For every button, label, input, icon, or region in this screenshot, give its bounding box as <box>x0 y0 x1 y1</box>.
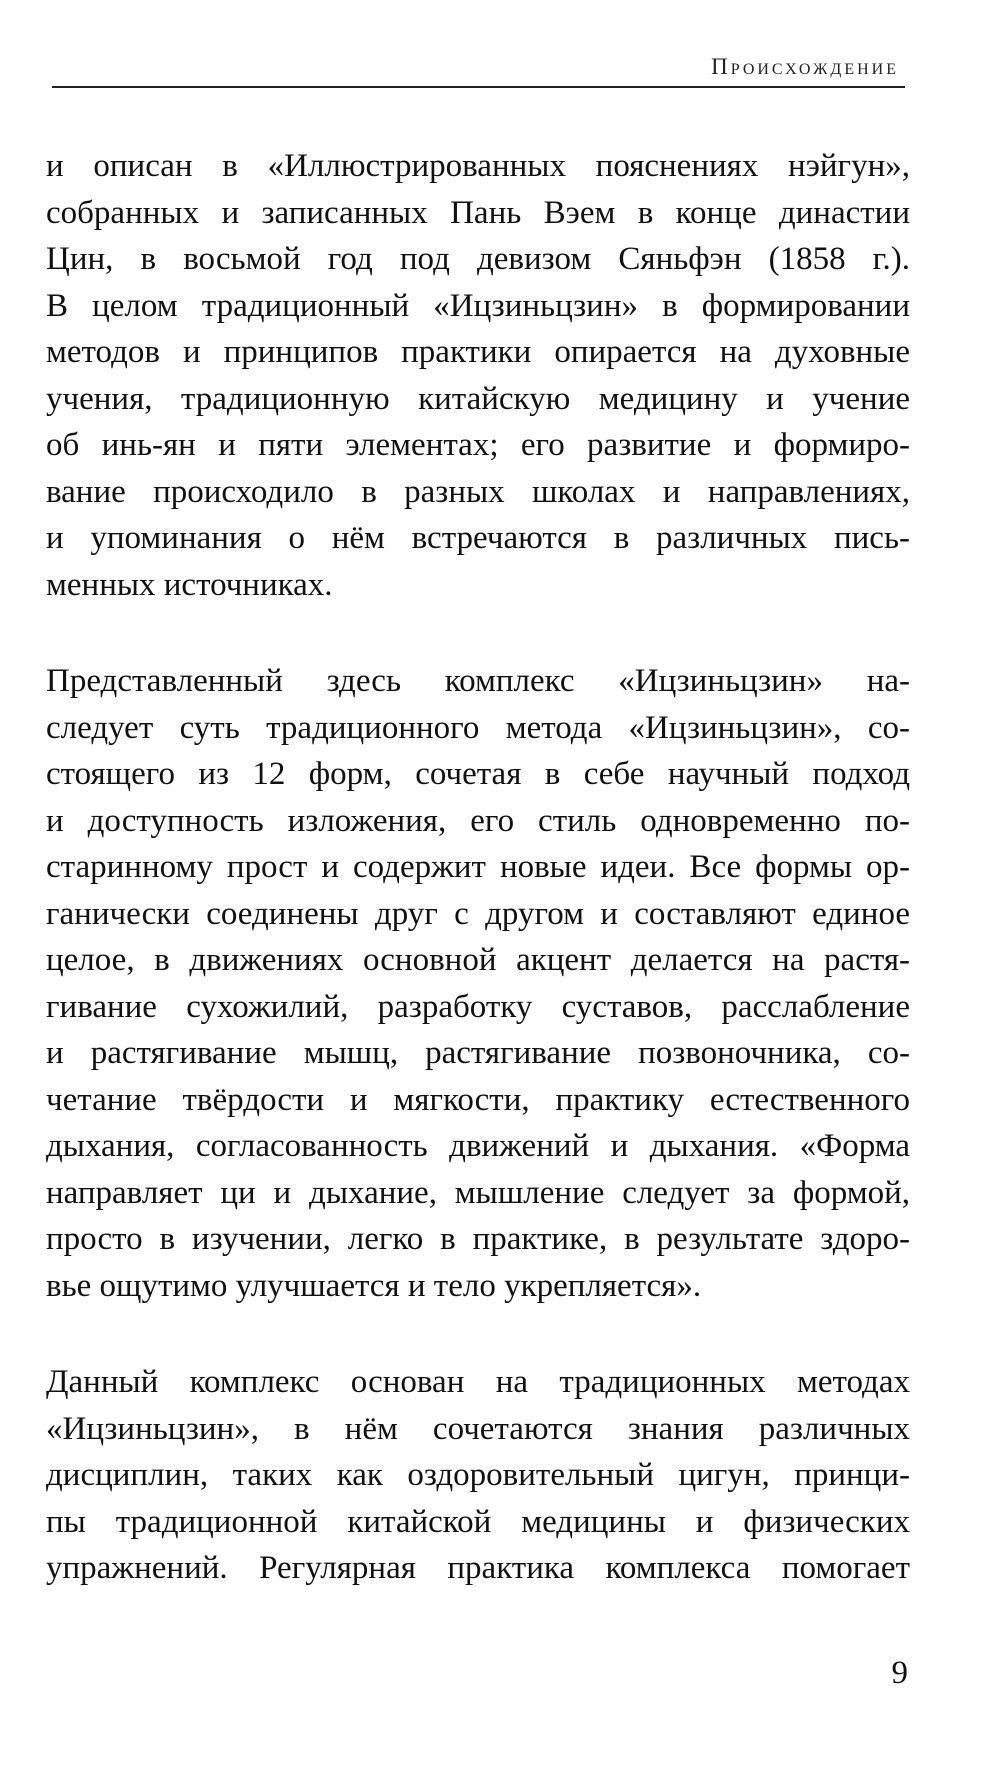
text-line: целое, в движениях основной акцент делается на растя- <box>46 942 910 978</box>
running-head-title: Происхождение <box>711 54 899 79</box>
text-line: методов и принципов практики опирается на духовные <box>46 334 910 370</box>
text-line: «Ицзиньцзин», в нём сочетаются знания различных <box>46 1410 910 1447</box>
text-line: и описан в «Иллюстрированных пояснениях нэйгун», <box>46 148 910 184</box>
text-line: учения, традиционную китайскую медицину и учение <box>46 380 910 417</box>
text-line: дисциплин, таких как оздоровительный цигун, принци- <box>46 1457 910 1493</box>
text-line: Представленный здесь комплекс «Ицзиньцзин» на- <box>46 663 910 699</box>
paragraph-1 <box>46 143 910 608</box>
text-line: и упоминания о нём встречаются в различных пись- <box>46 520 910 556</box>
text-line: собранных и записанных Пань Вэем в конце династии <box>46 194 910 231</box>
text-line: ганически соединены друг с другом и составляют единое <box>46 895 910 932</box>
paragraph-3 <box>46 1359 910 1592</box>
text-line: просто в изучении, легко в практике, в результате здоро- <box>46 1221 910 1257</box>
text-line: менных источниках. <box>46 566 333 603</box>
text-line: и растягивание мышц, растягивание позвоночника, со- <box>46 1035 910 1071</box>
text-line: Данный комплекс основан на традиционных методах <box>46 1364 910 1400</box>
page-number: 9 <box>891 1655 908 1691</box>
text-line: В целом традиционный «Ицзиньцзин» в формировании <box>46 287 910 324</box>
text-line: вье ощутимо улучшается и тело укрепляется». <box>46 1267 702 1304</box>
body-text <box>46 143 910 1642</box>
running-head <box>52 52 905 88</box>
text-line: следует суть традиционного метода «Ицзиньцзин», со- <box>46 709 910 746</box>
paragraph-2 <box>46 658 910 1309</box>
text-line: об инь-ян и пяти элементах; его развитие и формиро- <box>46 427 910 463</box>
text-line: четание твёрдости и мягкости, практику естественного <box>46 1081 910 1118</box>
text-line: направляет ци и дыхание, мышление следует за формой, <box>46 1174 910 1211</box>
text-line: стоящего из 12 форм, сочетая в себе научный подход <box>46 756 910 792</box>
text-line: старинному прост и содержит новые идеи. Все формы ор- <box>46 849 910 885</box>
text-line: вание происходило в разных школах и направлениях, <box>46 473 910 510</box>
text-line: гивание сухожилий, разработку суставов, расслабление <box>46 988 910 1025</box>
text-line: Цин, в восьмой год под девизом Сяньфэн (1858 г.). <box>46 241 910 277</box>
text-line: упражнений. Регулярная практика комплекса помогает <box>46 1550 910 1586</box>
text-line: пы традиционной китайской медицины и физических <box>46 1503 910 1540</box>
text-line: дыхания, согласованность движений и дыхания. «Форма <box>46 1128 910 1164</box>
text-line: и доступность изложения, его стиль одновременно по- <box>46 802 910 839</box>
